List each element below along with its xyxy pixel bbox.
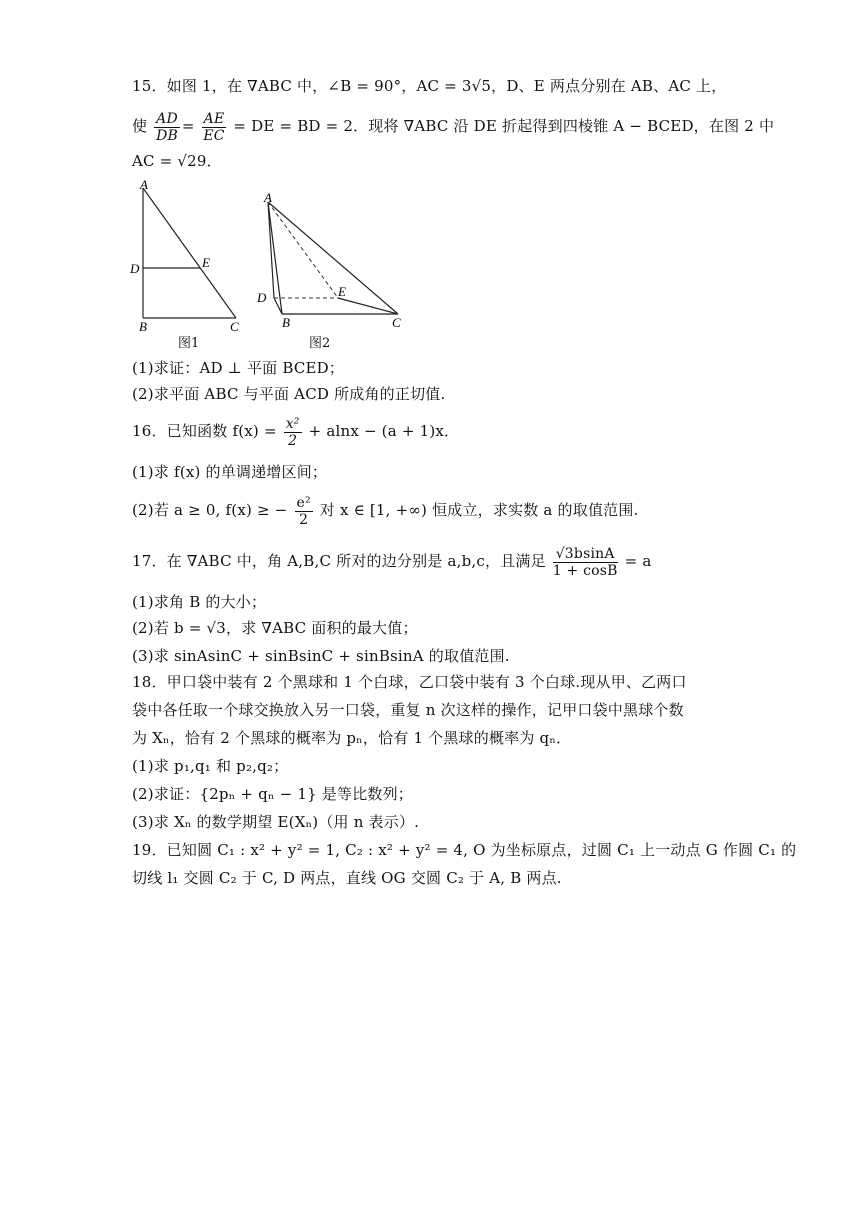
q15-fraction-ae-ec (202, 111, 227, 144)
q19-line1: 19．已知圆 C₁ : x² + y² = 1, C₂ : x² + y² = 4, O 为坐标原点，过圆 C₁ 上一动点 G 作圆 C₁ 的 (132, 841, 797, 859)
frac-den: 2 (288, 432, 298, 449)
q18-line3: 为 Xₙ，恰有 2 个黑球的概率为 pₙ，恰有 1 个黑球的概率为 qₙ． (132, 729, 572, 747)
q19-line2: 切线 l₁ 交圆 C₂ 于 C, D 两点，直线 OG 交圆 C₂ 于 A, B 两点. (132, 869, 562, 887)
q16-line1 (132, 413, 459, 449)
q17-sub1: (1)求角 B 的大小； (132, 593, 267, 611)
label-e: E (202, 255, 210, 270)
q15-line1: 15．如图 1，在 ∇ABC 中，∠B = 90°，AC = 3√5，D、E 两点分别在 AB、AC 上， (132, 77, 727, 95)
label-a: A (140, 178, 148, 192)
edge-ac (143, 188, 236, 318)
frac-den: EC (203, 127, 225, 144)
edge-ab (268, 202, 282, 314)
q15-sub1: (1)求证：AD ⊥ 平面 BCED； (132, 359, 345, 377)
frac-den: 1 + cosB (552, 562, 618, 579)
frac-num: AE (203, 110, 225, 127)
label-a: A (264, 190, 272, 205)
q16-line1-pre: 16．已知函数 f(x) = (132, 422, 277, 440)
label-b: B (282, 315, 290, 330)
q18-sub2: (2)求证：{2pₙ + qₙ − 1} 是等比数列； (132, 785, 413, 803)
q16-sub2 (132, 492, 639, 528)
frac-num: AD (156, 110, 178, 127)
figure-1-diagram (128, 178, 248, 338)
frac-num: e² (296, 494, 311, 511)
label-c: C (392, 315, 401, 330)
label-d: D (257, 290, 267, 305)
q17-line1-pre: 17．在 ∇ABC 中，角 A,B,C 所对的边分别是 a,b,c，且满足 (132, 552, 546, 570)
q17-sub3: (3)求 sinAsinC + sinBsinC + sinBsinA 的取值范围. (132, 647, 510, 665)
q18-sub3: (3)求 Xₙ 的数学期望 E(Xₙ)（用 n 表示）. (132, 813, 420, 831)
q17-line1 (132, 542, 651, 580)
label-c: C (230, 319, 239, 334)
q15-fraction-ad-db (154, 111, 180, 144)
figure-1 (128, 178, 248, 338)
q15-line3: AC = √29． (132, 152, 222, 170)
q16-sub1: (1)求 f(x) 的单调递增区间； (132, 463, 328, 481)
figure-2 (252, 190, 412, 330)
q16-sub2-fraction (295, 495, 313, 528)
q17-sub2: (2)若 b = √3，求 ∇ABC 面积的最大值； (132, 619, 418, 637)
edge-ad (268, 202, 274, 298)
figure-2-diagram (252, 190, 412, 330)
q16-fraction (284, 416, 302, 449)
frac-den: DB (156, 127, 178, 144)
q15-line2-pre: 使 (132, 117, 148, 135)
q15-line2: 使 $\frac{AD}{DB}$ = $\frac{AE}{EC}$ = DE = BD = 2．现将 ∇ABC 沿 DE 折起得到四棱锥 A − BCED，在图 2 中 (132, 110, 775, 144)
figure-1-caption: 图1 (178, 336, 200, 351)
q15-line2-post: = DE = BD = 2．现将 ∇ABC 沿 DE 折起得到四棱锥 A − BCED，在图 2 中 (233, 117, 775, 135)
figure-2-caption: 图2 (309, 336, 331, 351)
edge-ac (268, 202, 398, 314)
q18-sub1: (1)求 p₁,q₁ 和 p₂,q₂； (132, 757, 289, 775)
label-e: E (338, 284, 346, 299)
q17-fraction (553, 546, 618, 579)
q16-sub2-post: 对 x ∈ [1, +∞) 恒成立，求实数 a 的取值范围. (319, 501, 639, 519)
q16-sub2-pre: (2)若 a ≥ 0, f(x) ≥ − (132, 501, 288, 519)
frac-den: 2 (299, 511, 309, 528)
q16-line1-post: + alnx − (a + 1)x． (308, 422, 460, 440)
frac-num: x² (285, 415, 300, 432)
q15-sub2: (2)求平面 ABC 与平面 ACD 所成角的正切值. (132, 385, 446, 403)
q17-line1-post: = a (624, 552, 652, 570)
label-b: B (139, 319, 147, 334)
q18-line2: 袋中各任取一个球交换放入另一口袋，重复 n 次这样的操作，记甲口袋中黑球个数 (132, 701, 684, 719)
q18-line1: 18．甲口袋中装有 2 个黑球和 1 个白球，乙口袋中装有 3 个白球.现从甲、乙两口 (132, 673, 687, 691)
frac-num: √3bsinA (553, 546, 618, 563)
label-d: D (130, 261, 140, 276)
